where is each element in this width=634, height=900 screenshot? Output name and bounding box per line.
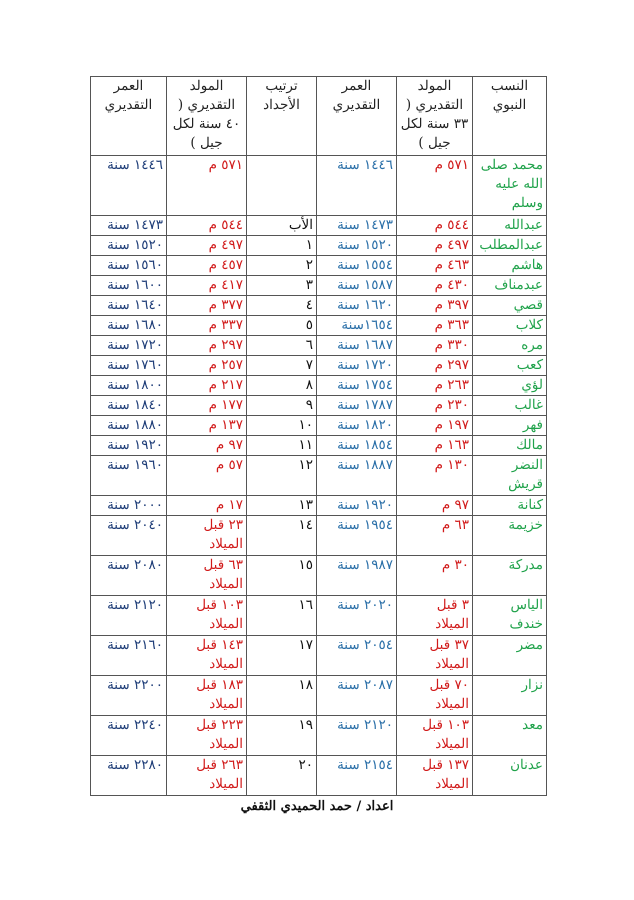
cell-age-33: ١٨٨٧ سنة xyxy=(317,456,397,496)
cell-name: كلاب xyxy=(473,316,547,336)
cell-name: النضر قريش xyxy=(473,456,547,496)
cell-name: عبدمناف xyxy=(473,276,547,296)
cell-age-33: ٢١٢٠ سنة xyxy=(317,716,397,756)
cell-order: ٤ xyxy=(247,296,317,316)
cell-name: هاشم xyxy=(473,256,547,276)
cell-birth-40: ٤١٧ م xyxy=(167,276,247,296)
cell-birth-40: ١٤٣ قبل الميلاد xyxy=(167,636,247,676)
cell-order: ٦ xyxy=(247,336,317,356)
cell-order: ١٨ xyxy=(247,676,317,716)
cell-age-40: ١٧٢٠ سنة xyxy=(91,336,167,356)
table-row xyxy=(91,236,547,256)
cell-birth-33: ١٣٧ قبل الميلاد xyxy=(397,756,473,796)
cell-birth-33: ١٣٠ م xyxy=(397,456,473,496)
cell-birth-40: ١٣٧ م xyxy=(167,416,247,436)
cell-age-33: ١٦٢٠ سنة xyxy=(317,296,397,316)
cell-name: لؤي xyxy=(473,376,547,396)
cell-birth-33: ٣٧ قبل الميلاد xyxy=(397,636,473,676)
cell-birth-33: ٥٧١ م xyxy=(397,156,473,216)
cell-birth-40: ٣٣٧ م xyxy=(167,316,247,336)
cell-birth-33: ٦٣ م xyxy=(397,516,473,556)
table-row xyxy=(91,496,547,516)
cell-birth-33: ٤٦٣ م xyxy=(397,256,473,276)
table-row xyxy=(91,156,547,216)
cell-birth-33: ١٩٧ م xyxy=(397,416,473,436)
cell-age-33: ٢٠٢٠ سنة xyxy=(317,596,397,636)
cell-name: مضر xyxy=(473,636,547,676)
table-row xyxy=(91,456,547,496)
cell-age-40: ١٩٢٠ سنة xyxy=(91,436,167,456)
cell-order: ٢ xyxy=(247,256,317,276)
cell-order: ٥ xyxy=(247,316,317,336)
cell-order: ٧ xyxy=(247,356,317,376)
table-row xyxy=(91,276,547,296)
cell-birth-33: ٣٣٠ م xyxy=(397,336,473,356)
cell-age-40: ٢١٢٠ سنة xyxy=(91,596,167,636)
cell-age-40: ١٨٤٠ سنة xyxy=(91,396,167,416)
cell-birth-33: ٣٦٣ م xyxy=(397,316,473,336)
cell-order: ١٤ xyxy=(247,516,317,556)
cell-age-40: ١٦٠٠ سنة xyxy=(91,276,167,296)
cell-age-33: ١٦٨٧ سنة xyxy=(317,336,397,356)
cell-birth-33: ٩٧ م xyxy=(397,496,473,516)
cell-age-33: ١٦٥٤سنة xyxy=(317,316,397,336)
cell-age-33: ٢٠٥٤ سنة xyxy=(317,636,397,676)
header-birth-40: المولد التقديري ( ٤٠ سنة لكل جيل ) xyxy=(167,77,247,156)
cell-birth-40: ٤٥٧ م xyxy=(167,256,247,276)
cell-birth-40: ٢٣ قبل الميلاد xyxy=(167,516,247,556)
cell-age-33: ١٨٢٠ سنة xyxy=(317,416,397,436)
table-header-row xyxy=(91,77,547,156)
table-body xyxy=(91,156,547,796)
cell-order: ١٠ xyxy=(247,416,317,436)
table-row xyxy=(91,416,547,436)
cell-birth-40: ٥٤٤ م xyxy=(167,216,247,236)
cell-birth-40: ٢٦٣ قبل الميلاد xyxy=(167,756,247,796)
cell-age-40: ٢٠٤٠ سنة xyxy=(91,516,167,556)
table-row xyxy=(91,436,547,456)
cell-birth-40: ١٨٣ قبل الميلاد xyxy=(167,676,247,716)
cell-name: معد xyxy=(473,716,547,756)
cell-name: مره xyxy=(473,336,547,356)
cell-order: ١٦ xyxy=(247,596,317,636)
table-row xyxy=(91,556,547,596)
cell-order: ١١ xyxy=(247,436,317,456)
cell-age-40: ٢٠٠٠ سنة xyxy=(91,496,167,516)
cell-birth-40: ١٠٣ قبل الميلاد xyxy=(167,596,247,636)
cell-order: ٩ xyxy=(247,396,317,416)
cell-birth-40: ٦٣ قبل الميلاد xyxy=(167,556,247,596)
cell-order: ٨ xyxy=(247,376,317,396)
cell-age-33: ١٤٤٦ سنة xyxy=(317,156,397,216)
cell-age-33: ١٥٢٠ سنة xyxy=(317,236,397,256)
cell-name: عبدالله xyxy=(473,216,547,236)
cell-age-40: ٢٢٨٠ سنة xyxy=(91,756,167,796)
cell-age-40: ١٦٤٠ سنة xyxy=(91,296,167,316)
cell-birth-33: ٢٦٣ م xyxy=(397,376,473,396)
cell-age-33: ٢١٥٤ سنة xyxy=(317,756,397,796)
cell-name: نزار xyxy=(473,676,547,716)
cell-name: عدنان xyxy=(473,756,547,796)
cell-birth-33: ٧٠ قبل الميلاد xyxy=(397,676,473,716)
cell-birth-33: ١٦٣ م xyxy=(397,436,473,456)
cell-age-33: ١٨٥٤ سنة xyxy=(317,436,397,456)
cell-age-33: ١٧٨٧ سنة xyxy=(317,396,397,416)
cell-name: قصي xyxy=(473,296,547,316)
cell-age-40: ١٨٨٠ سنة xyxy=(91,416,167,436)
cell-age-40: ٢١٦٠ سنة xyxy=(91,636,167,676)
cell-birth-33: ٥٤٤ م xyxy=(397,216,473,236)
cell-order: ٣ xyxy=(247,276,317,296)
cell-birth-40: ٥٧ م xyxy=(167,456,247,496)
table-row xyxy=(91,376,547,396)
cell-name: محمد صلى الله عليه وسلم xyxy=(473,156,547,216)
cell-order: ١٣ xyxy=(247,496,317,516)
cell-order: ١٢ xyxy=(247,456,317,496)
cell-birth-40: ٥٧١ م xyxy=(167,156,247,216)
cell-age-33: ١٤٧٣ سنة xyxy=(317,216,397,236)
cell-birth-40: ٢٢٣ قبل الميلاد xyxy=(167,716,247,756)
cell-birth-33: ٣٩٧ م xyxy=(397,296,473,316)
table-row xyxy=(91,636,547,676)
cell-name: عبدالمطلب xyxy=(473,236,547,256)
cell-birth-40: ٢٥٧ م xyxy=(167,356,247,376)
cell-birth-40: ٢٩٧ م xyxy=(167,336,247,356)
cell-age-40: ١٤٤٦ سنة xyxy=(91,156,167,216)
cell-name: فهر xyxy=(473,416,547,436)
table-row xyxy=(91,316,547,336)
cell-age-33: ٢٠٨٧ سنة xyxy=(317,676,397,716)
author-credit: اعداد / حمد الحميدي الثقفي xyxy=(240,799,394,814)
cell-age-33: ١٥٨٧ سنة xyxy=(317,276,397,296)
cell-name: خزيمة xyxy=(473,516,547,556)
cell-name: مالك xyxy=(473,436,547,456)
table-row xyxy=(91,756,547,796)
cell-age-33: ١٩٨٧ سنة xyxy=(317,556,397,596)
cell-birth-33: ٤٣٠ م xyxy=(397,276,473,296)
cell-birth-33: ٢٣٠ م xyxy=(397,396,473,416)
cell-name: كنانة xyxy=(473,496,547,516)
cell-birth-40: ٣٧٧ م xyxy=(167,296,247,316)
cell-name: غالب xyxy=(473,396,547,416)
cell-order xyxy=(247,156,317,216)
cell-birth-40: ١٧٧ م xyxy=(167,396,247,416)
header-age-33: العمر التقديري xyxy=(317,77,397,156)
cell-order: ٢٠ xyxy=(247,756,317,796)
cell-birth-33: ١٠٣ قبل الميلاد xyxy=(397,716,473,756)
header-age-40: العمر التقديري xyxy=(91,77,167,156)
cell-name: الياس خندف xyxy=(473,596,547,636)
cell-age-40: ٢٢٠٠ سنة xyxy=(91,676,167,716)
header-order: ترتيب الأجداد xyxy=(247,77,317,156)
lineage-table xyxy=(90,76,547,796)
cell-order: ١٧ xyxy=(247,636,317,676)
cell-age-33: ١٧٢٠ سنة xyxy=(317,356,397,376)
cell-name: مدركة xyxy=(473,556,547,596)
table-row xyxy=(91,716,547,756)
cell-name: كعب xyxy=(473,356,547,376)
cell-age-40: ٢٢٤٠ سنة xyxy=(91,716,167,756)
cell-order: ١ xyxy=(247,236,317,256)
cell-birth-40: ٢١٧ م xyxy=(167,376,247,396)
table-row xyxy=(91,596,547,636)
cell-order: ١٩ xyxy=(247,716,317,756)
cell-age-40: ١٧٦٠ سنة xyxy=(91,356,167,376)
cell-age-40: ١٨٠٠ سنة xyxy=(91,376,167,396)
table-row xyxy=(91,296,547,316)
table-row xyxy=(91,336,547,356)
cell-age-40: ١٤٧٣ سنة xyxy=(91,216,167,236)
cell-age-40: ١٥٦٠ سنة xyxy=(91,256,167,276)
cell-age-40: ١٦٨٠ سنة xyxy=(91,316,167,336)
cell-age-40: ١٩٦٠ سنة xyxy=(91,456,167,496)
cell-age-40: ١٥٢٠ سنة xyxy=(91,236,167,256)
table-row xyxy=(91,216,547,236)
cell-age-33: ١٥٥٤ سنة xyxy=(317,256,397,276)
cell-birth-40: ٩٧ م xyxy=(167,436,247,456)
header-birth-33: المولد التقديري ( ٣٣ سنة لكل جيل ) xyxy=(397,77,473,156)
cell-age-33: ١٩٢٠ سنة xyxy=(317,496,397,516)
table-row xyxy=(91,356,547,376)
table-row xyxy=(91,676,547,716)
cell-birth-33: ٢٩٧ م xyxy=(397,356,473,376)
cell-birth-40: ١٧ م xyxy=(167,496,247,516)
cell-birth-33: ٣ قبل الميلاد xyxy=(397,596,473,636)
cell-birth-33: ٤٩٧ م xyxy=(397,236,473,256)
header-name: النسب النبوي xyxy=(473,77,547,156)
cell-order: ١٥ xyxy=(247,556,317,596)
table-row xyxy=(91,256,547,276)
cell-age-40: ٢٠٨٠ سنة xyxy=(91,556,167,596)
cell-order: الأب xyxy=(247,216,317,236)
table-row xyxy=(91,516,547,556)
cell-age-33: ١٩٥٤ سنة xyxy=(317,516,397,556)
cell-birth-33: ٣٠ م xyxy=(397,556,473,596)
cell-age-33: ١٧٥٤ سنة xyxy=(317,376,397,396)
cell-birth-40: ٤٩٧ م xyxy=(167,236,247,256)
table-row xyxy=(91,396,547,416)
